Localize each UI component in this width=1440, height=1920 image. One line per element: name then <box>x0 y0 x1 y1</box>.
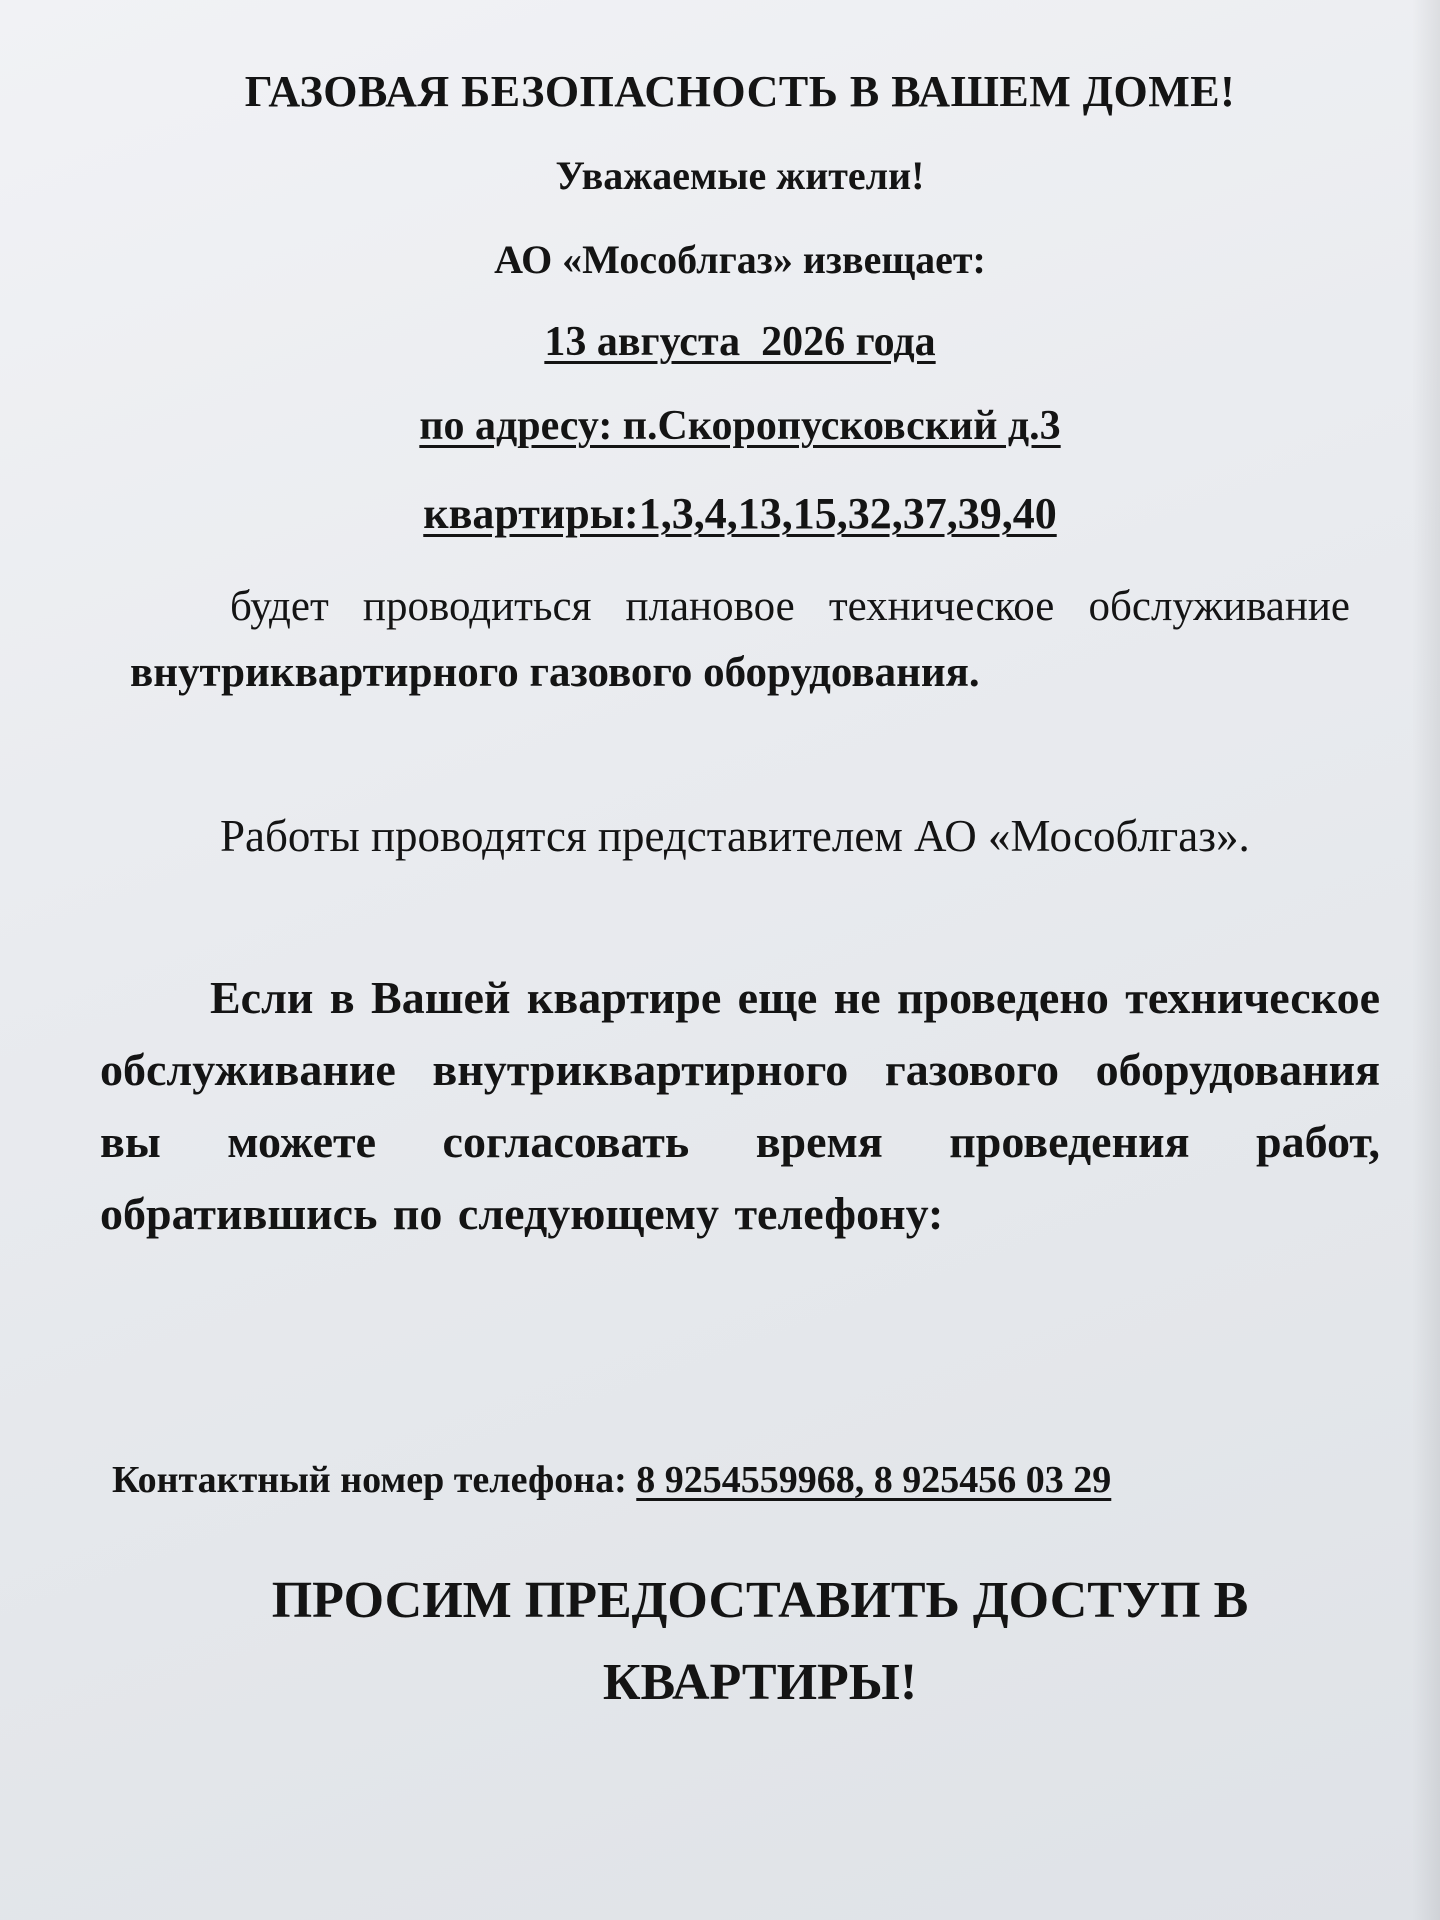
access-request-line-2: КВАРТИРЫ! <box>602 1654 918 1711</box>
contact-phones: 8 9254559968, 8 925456 03 29 <box>636 1459 1112 1501</box>
maintenance-text: будет проводиться плановое техническое обслуживание <box>230 583 1350 630</box>
notifier-line: АО «Мособлгаз» извещает: <box>494 237 986 282</box>
access-request <box>160 1560 1360 1724</box>
address-line <box>0 402 1440 450</box>
contact-label: Контактный номер телефона: <box>112 1459 627 1501</box>
address-text: по адресу: п.Скоропусковский д.3 <box>419 403 1061 449</box>
maintenance-paragraph <box>130 574 1350 706</box>
schedule-paragraph: Если в Вашей квартире еще не проведено техническое обслуживание внутриквартирного газового оборудования вы можете согласовать время проведения работ, обратившись по следующему телефону: <box>100 972 1380 1239</box>
date-line <box>0 318 1440 366</box>
maintenance-bold-text: внутриквартирного газового оборудования. <box>130 649 980 696</box>
works-paragraph: Работы проводятся представителем АО «Мособлгаз». <box>220 811 1250 861</box>
contact-line <box>112 1458 1111 1502</box>
apartments-line <box>0 488 1440 539</box>
notice-title: ГАЗОВАЯ БЕЗОПАСНОСТЬ В ВАШЕМ ДОМЕ! <box>244 67 1236 116</box>
date-text: 13 августа 2026 года <box>544 319 936 365</box>
access-request-line-1: ПРОСИМ ПРЕДОСТАВИТЬ ДОСТУП В <box>271 1572 1249 1629</box>
apartments-text: квартиры:1,3,4,13,15,32,37,39,40 <box>423 489 1057 538</box>
greeting: Уважаемые жители! <box>555 153 925 198</box>
